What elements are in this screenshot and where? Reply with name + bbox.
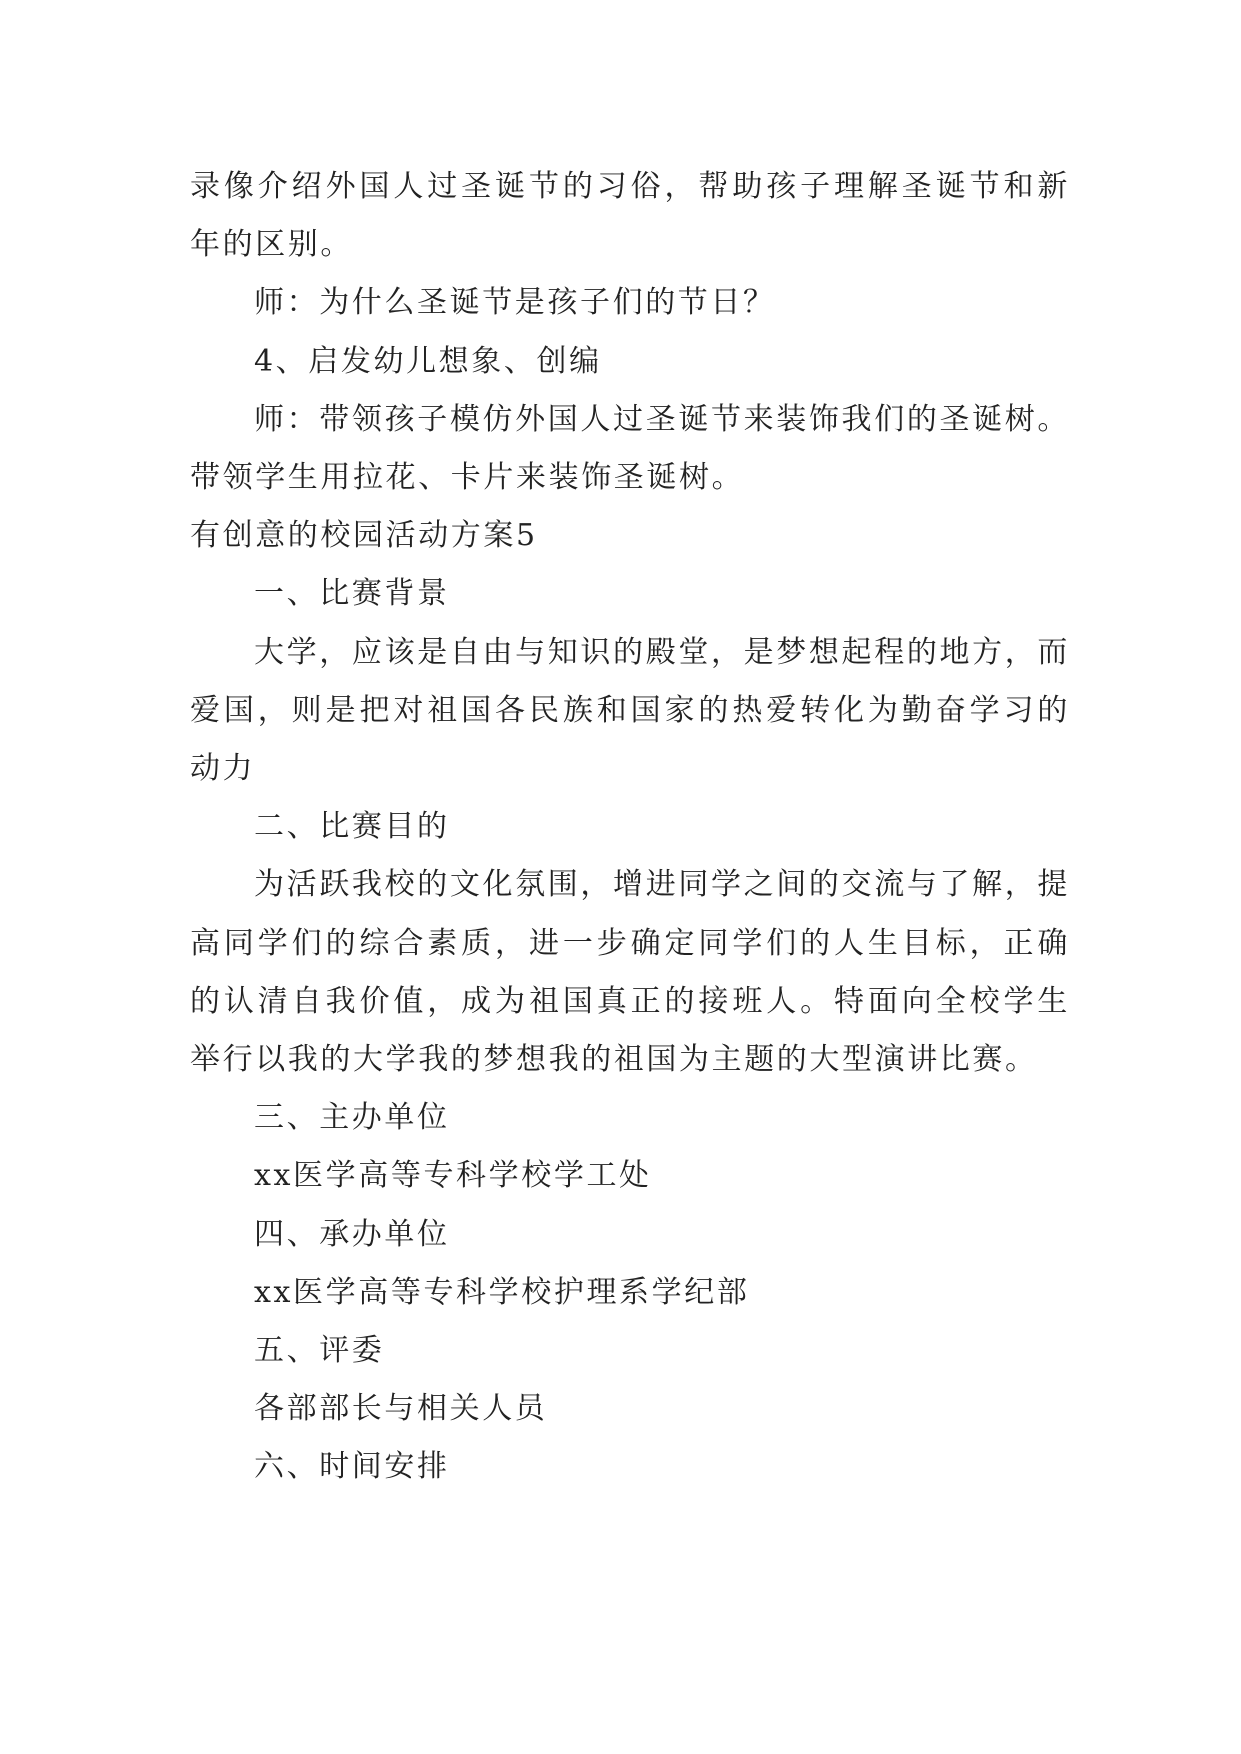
section-title-plan-5: 有创意的校园活动方案5 [190,518,538,554]
paragraph-competition-purpose: 为活跃我校的文化氛围，增进同学之间的交流与了解，提高同学们的综合素质，进一步确定同学们的人生目标，正确的认清自我价值，成为祖国真正的接班人。特面向全校学生举行以我的大学我的梦想我的祖国为主题的大型演讲比赛。 [190,867,1070,1078]
paragraph-teacher-instruction: 师：带领孩子模仿外国人过圣诞节来装饰我们的圣诞树。带领学生用拉花、卡片来装饰圣诞树。 [190,401,1070,496]
heading-co-organizer: 四、承办单位 [254,1216,450,1252]
paragraph-step-4-heading: 4、启发幼儿想象、创编 [254,343,602,379]
document-body [190,158,1070,1497]
heading-competition-background: 一、比赛背景 [254,576,450,612]
paragraph-teacher-question: 师：为什么圣诞节是孩子们的节日？ [254,285,776,321]
paragraph-competition-background: 大学，应该是自由与知识的殿堂，是梦想起程的地方，而爱国，则是把对祖国各民族和国家的热爱转化为勤奋学习的动力 [190,634,1070,787]
heading-competition-purpose: 二、比赛目的 [254,809,450,845]
heading-judges: 五、评委 [254,1333,385,1369]
heading-schedule: 六、时间安排 [254,1449,450,1485]
heading-organizer: 三、主办单位 [254,1100,450,1136]
paragraph-co-organizer: xx医学高等专科学校护理系学纪部 [254,1274,750,1310]
paragraph-intro-continuation: 录像介绍外国人过圣诞节的习俗，帮助孩子理解圣诞节和新年的区别。 [190,169,1070,263]
paragraph-organizer: xx医学高等专科学校学工处 [254,1158,652,1194]
paragraph-judges: 各部部长与相关人员 [254,1391,548,1427]
